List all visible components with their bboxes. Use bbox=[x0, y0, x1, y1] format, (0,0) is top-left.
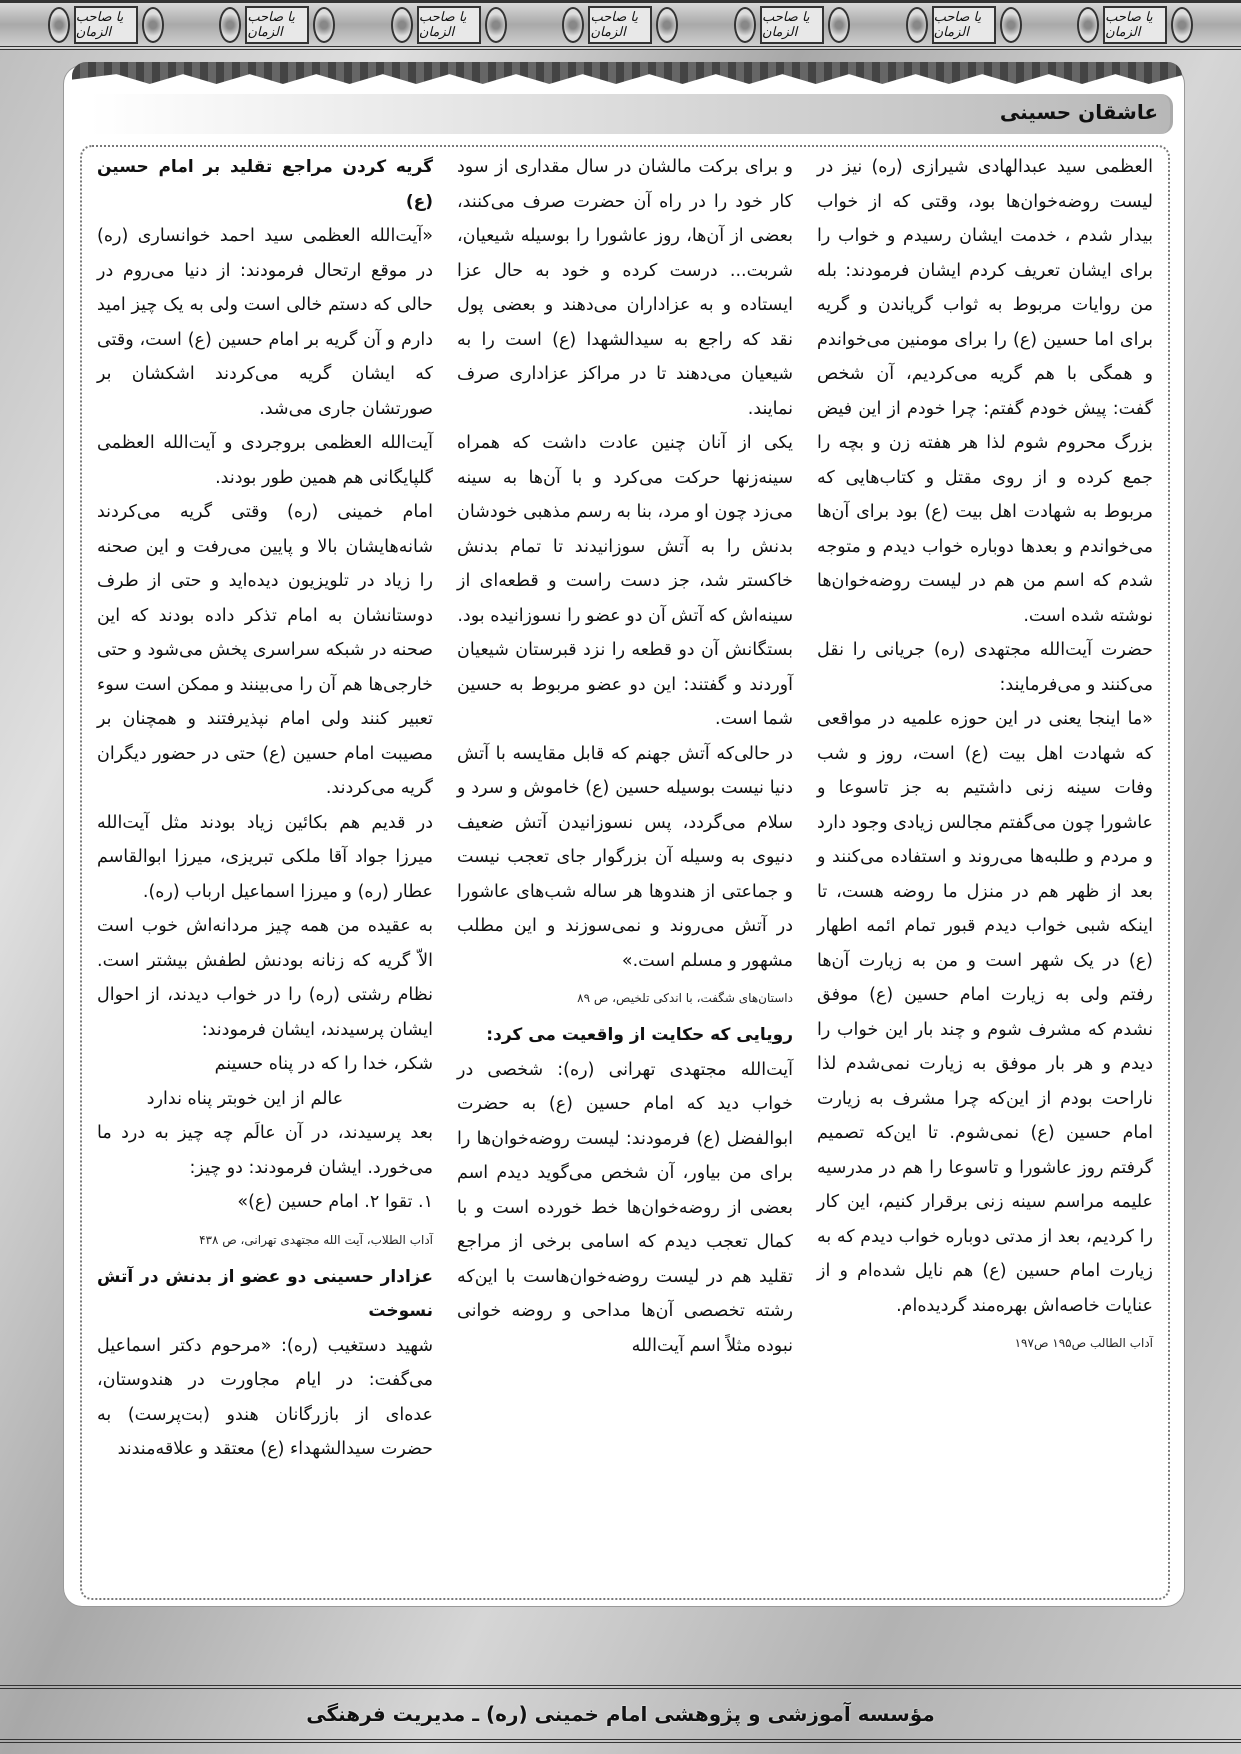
heading-hindu-mourner: عزادار حسینی دو عضو از بدنش در آتش نسوخت bbox=[97, 1266, 433, 1321]
ornament-cap-icon bbox=[219, 7, 241, 43]
ornament-plate: یا صاحب الزمان bbox=[74, 6, 138, 44]
paragraph: «آیت‌الله العظمی سید احمد خوانساری (ره) در موقع ارتحال فرمودند: از دنیا می‌روم در حالی که دستم خالی است ولی به یک چیز امید دارم و آن گریه بر امام حسین (ع) است، وقتی که ایشان گریه می‌کردند اشکشان بر صورتشان جاری می‌شد. bbox=[97, 226, 433, 419]
footer-band bbox=[0, 1685, 1241, 1743]
paragraph: در قدیم هم بکائین زیاد بودند مثل آیت‌الله میرزا جواد آقا ملکی تبریزی، میرزا ابوالقاسم عطار (ره) و میرزا اسماعیل ارباب (ره). bbox=[97, 812, 433, 902]
ornament-plate: یا صاحب الزمان bbox=[417, 6, 481, 44]
calligraphy-ornament bbox=[46, 7, 166, 43]
column-middle bbox=[445, 150, 805, 1590]
paragraph: حضرت آیت‌الله مجتهدی (ره) جریانی را نقل می‌کنند و می‌فرمایند: bbox=[817, 640, 1153, 695]
ornament-plate: یا صاحب الزمان bbox=[932, 6, 996, 44]
ornament-cap-icon bbox=[1171, 7, 1193, 43]
section-header-bar bbox=[90, 94, 1173, 134]
ornament-cap-icon bbox=[485, 7, 507, 43]
ornament-cap-icon bbox=[1077, 7, 1099, 43]
paragraph: العظمی سید عبدالهادی شیرازی (ره) نیز در لیست روضه‌خوان‌ها بود، وقتی که از خواب بیدار شدم ، خدمت ایشان رسیدم و خواب را برای ایشان تعریف کردم ایشان فرمودند: بله من روایات مربوط به ثواب گریاندن و گریه برای اما حسین (ع) را برای مومنین می‌خواندم و همگی با هم گریه می‌کردیم، آن شخص گفت: پیش خودم گفتم: چرا خودم از این فیض بزرگ محروم شوم لذا هر هفته زن و بچه را جمع کرده و از روی مقتل و کتاب‌هایی که مربوط به شهادت اهل بیت (ع) بود برای آن‌ها می‌خواندم و بعدها دوباره خواب دیدم و متوجه شدم که اسم من هم در لیست روضه‌خوان‌ها نوشته شده است. bbox=[817, 157, 1153, 626]
ornament-cap-icon bbox=[391, 7, 413, 43]
paragraph: امام خمینی (ره) وقتی گریه می‌کردند شانه‌هایشان بالا و پایین می‌رفت و این صحنه را زیاد در تلویزیون دیده‌اید و حتی از طرف دوستانشان به امام تذکر داده بودند که این صحنه در شبکه سراسری پخش می‌شود و حتی خارجی‌ها هم آن را می‌بینند و ممکن است سوء تعبیر کنند ولی امام نپذیرفتند و همچنان بر مصیبت امام حسین (ع) حتی در حضور دیگران گریه می‌کردند. bbox=[97, 502, 433, 798]
header-ornament-band bbox=[0, 0, 1241, 50]
paragraph: آیت‌الله مجتهدی تهرانی (ره): شخصی در خواب دید که امام حسین (ع) به حضرت ابوالفضل (ع) فرمودند: لیست روضه‌خوان‌ها را برای من بیاور، آن شخص می‌گوید دیدم اسم بعضی از روضه‌خوان‌ها خط خورده است و با کمال تعجب دیدم که اسامی برخی از مراجع تقلید هم در لیست روضه‌خوان‌هاست با این‌که رشته تخصصی آن‌ها مداحی و روضه خوانی نبوده مثلاً اسم آیت‌الله bbox=[457, 1059, 793, 1356]
ornament-cap-icon bbox=[828, 7, 850, 43]
footer-institution-name: مؤسسه آموزشی و پژوهشی امام خمینی (ره) ـ مدیریت فرهنگی bbox=[306, 1702, 935, 1726]
ornament-plate: یا صاحب الزمان bbox=[1103, 6, 1167, 44]
paragraph: به عقیده من همه چیز مردانه‌اش خوب است الاّ گریه که زنانه بودنش لطفش بیشتر است. نظام رشتی (ره) را در خواب دیدند، از احوال ایشان پرسیدند، ایشان فرمودند: bbox=[97, 916, 433, 1040]
calligraphy-ornament bbox=[560, 7, 680, 43]
column-left bbox=[805, 150, 1165, 1590]
calligraphy-ornament bbox=[389, 7, 509, 43]
paragraph: «ما اینجا یعنی در این حوزه علمیه در مواقعی که شهادت اهل بیت (ع) است، روز و شب وفات سینه زنی داشتیم به جز تاسوعا و عاشورا چون می‌گفتم مجالس زیادی وجود دارد و مردم و طلبه‌ها می‌روند و استفاده می‌کنند و بعد از ظهر هم در منزل ما روضه هست، تا اینکه شبی خواب دیدم قبور تمام ائمه اطهار (ع) در یک شهر است و من به زیارت آن‌ها رفتم ولی به زیارت امام حسین (ع) موفق نشدم که مشرف شوم و چند بار این خواب را دیدم و هر بار موفق به زیارت نمی‌شدم لذا ناراحت بودم از این‌که چرا مشرف به زیارت امام حسین (ع) نمی‌شوم. تا این‌که تصمیم گرفتم روز عاشورا و تاسوعا را هم در مدرسیه علیمه مراسم سینه زنی برقرار کنیم، این کار را کردیم، بعد از مدتی دوباره خواب دیدم که به زیارت امام حسین (ع) هم نایل شده‌ام و از عنایات خاصه‌اش بهره‌مند گردیده‌ام. bbox=[817, 709, 1153, 1316]
calligraphy-ornament bbox=[904, 7, 1024, 43]
ornament-plate: یا صاحب الزمان bbox=[245, 6, 309, 44]
paragraph: آیت‌الله العظمی بروجردی و آیت‌الله العظمی گلپایگانی هم همین طور بودند. bbox=[97, 433, 433, 488]
paragraph: ۱. تقوا ۲. امام حسین (ع)» bbox=[237, 1192, 433, 1212]
ornament-cap-icon bbox=[142, 7, 164, 43]
ornament-cap-icon bbox=[1000, 7, 1022, 43]
verse-line: شکر، خدا را که در پناه حسینم bbox=[214, 1054, 433, 1074]
ornament-cap-icon bbox=[313, 7, 335, 43]
verse-line: عالم از این خوبتر پناه ندارد bbox=[146, 1088, 344, 1109]
column-right bbox=[85, 150, 445, 1590]
ornament-cap-icon bbox=[906, 7, 928, 43]
heading-marja-weeping: گریه کردن مراجع تقلید بر امام حسین (ع) bbox=[97, 157, 433, 212]
calligraphy-ornament bbox=[217, 7, 337, 43]
ornament-cap-icon bbox=[734, 7, 756, 43]
ornament-cap-icon bbox=[656, 7, 678, 43]
calligraphy-ornament bbox=[732, 7, 852, 43]
article-columns bbox=[85, 150, 1165, 1590]
ornament-cap-icon bbox=[48, 7, 70, 43]
paragraph: شهید دستغیب (ره): «مرحوم دکتر اسماعیل می‌گفت: در ایام مجاورت در هندوستان، عده‌ای از بازرگانان هندو (بت‌پرست) به حضرت سیدالشهداء (ع) معتقد و علاقه‌مندند bbox=[97, 1335, 433, 1459]
source-citation: آداب الطلاب، آیت الله مجتهدی تهرانی، ص ۴۳۸ bbox=[199, 1232, 433, 1247]
source-citation: داستان‌های شگفت، با اندکی تلخیص، ص ۸۹ bbox=[577, 991, 793, 1005]
section-title: عاشقان حسینی bbox=[999, 100, 1158, 124]
paragraph: و برای برکت مالشان در سال مقداری از سود کار خود را در راه آن حضرت صرف می‌کنند، بعضی از آن‌ها، روز عاشورا را بوسیله شیعیان، شربت... درست کرده و خود به حال عزا ایستاده و به عزاداران می‌دهند و بعضی پول نقد که راجع به سیدالشهدا (ع) است را به شیعیان می‌دهند تا در مراکز عزاداری صرف نمایند. bbox=[457, 157, 793, 419]
ornament-cap-icon bbox=[562, 7, 584, 43]
heading-dream-reality: رویایی که حکایت از واقعیت می کرد: bbox=[486, 1025, 793, 1045]
paragraph: بعد پرسیدند، در آن عالَم چه چیز به درد ما می‌خورد. ایشان فرمودند: دو چیز: bbox=[97, 1123, 433, 1178]
source-citation: آداب الطالب ص۱۹۵ ص۱۹۷ bbox=[1014, 1336, 1153, 1350]
paragraph: در حالی‌که آتش جهنم که قابل مقایسه با آتش دنیا نیست بوسیله حسین (ع) خاموش و سرد و سلام می‌گردد، پس نسوزانیدن آتش ضعیف دنیوی به وسیله آن بزرگوار جای تعجب نیست و جماعتی از هندوها هر ساله شب‌های عاشورا در آتش می‌روند و نمی‌سوزند و این مطلب مشهور و مسلم است.» bbox=[457, 743, 793, 971]
calligraphy-ornament bbox=[1075, 7, 1195, 43]
paragraph: یکی از آنان چنین عادت داشت که همراه سینه‌زنها حرکت می‌کرد و با آن‌ها به سینه می‌زد چون او مرد، بنا به رسم مذهبی خودشان بدنش را به آتش سوزانیدند تا تمام بدنش خاکستر شد، جز دست راست و قطعه‌ای از سینه‌اش که آتش آن دو عضو را نسوزانیده بود. bbox=[457, 433, 793, 626]
paragraph: بستگانش آن دو قطعه را نزد قبرستان شیعیان آوردند و گفتند: این دو عضو مربوط به حسین شما است. bbox=[457, 640, 793, 729]
ornament-plate: یا صاحب الزمان bbox=[760, 6, 824, 44]
ornament-plate: یا صاحب الزمان bbox=[588, 6, 652, 44]
